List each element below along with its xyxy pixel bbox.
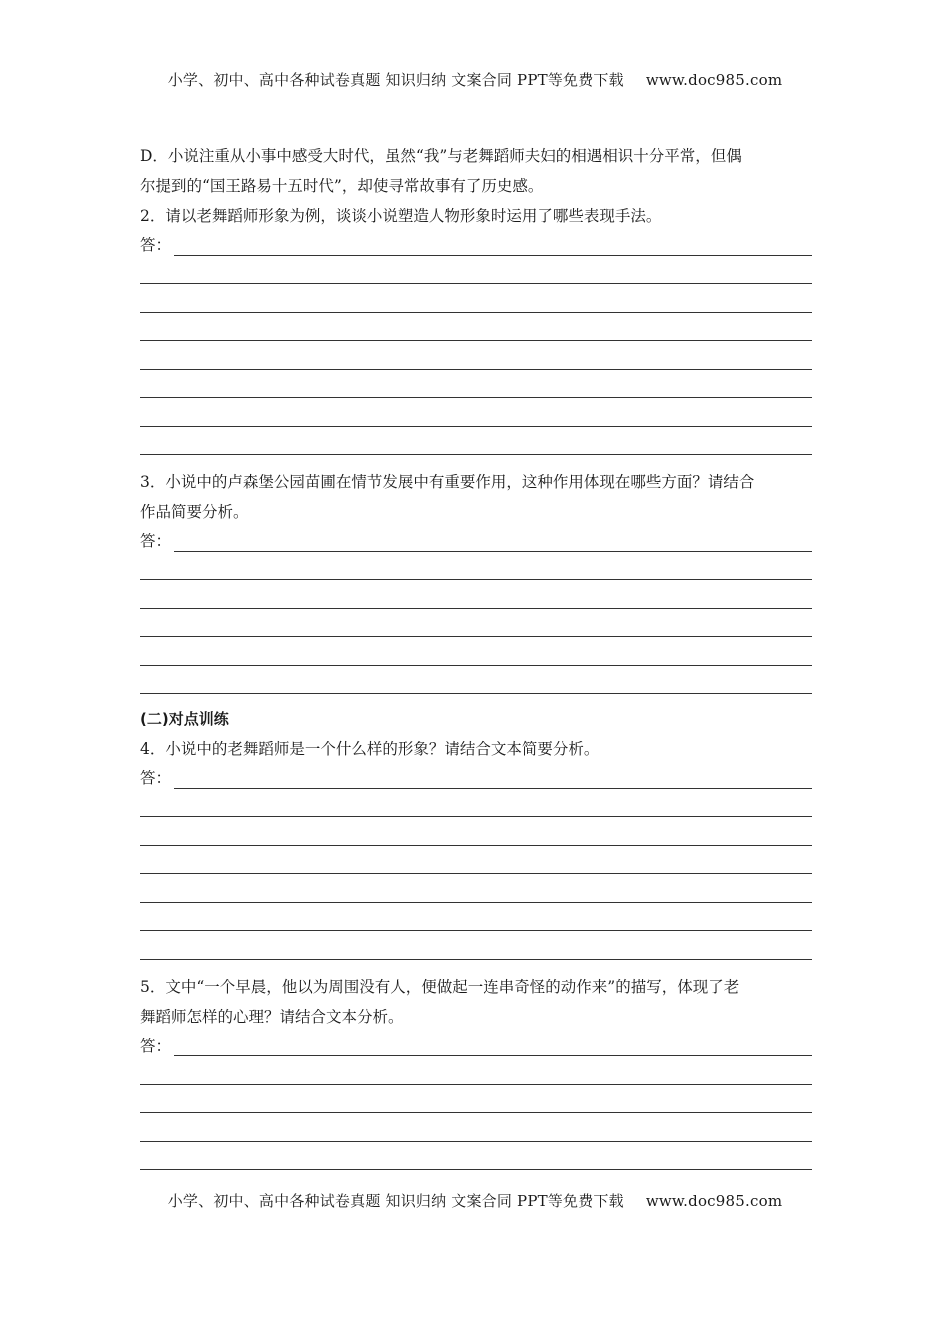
answer-line[interactable] — [140, 930, 812, 931]
option-d-line-1: D．小说注重从小事中感受大时代，虽然“我”与老舞蹈师夫妇的相遇相识十分平常，但偶 — [140, 147, 742, 165]
answer-line[interactable] — [174, 1055, 812, 1056]
answer-line[interactable] — [140, 454, 812, 455]
answer-line[interactable] — [140, 1084, 812, 1085]
answer-area-q3 — [140, 527, 812, 698]
page-header — [0, 69, 950, 90]
section-title: (二)对点训练 — [140, 710, 229, 728]
answer-line[interactable] — [140, 959, 812, 960]
answer-line[interactable] — [140, 608, 812, 609]
answer-line[interactable] — [140, 902, 812, 903]
answer-line[interactable] — [140, 397, 812, 398]
answer-label: 答： — [140, 1036, 172, 1055]
header-text: 小学、初中、高中各种试卷真题 知识归纳 文案合同 PPT等免费下载 — [167, 71, 624, 89]
answer-line[interactable] — [140, 665, 812, 666]
answer-area-q2 — [140, 231, 812, 459]
answer-line[interactable] — [140, 873, 812, 874]
answer-line[interactable] — [140, 1169, 812, 1170]
answer-line[interactable] — [174, 788, 812, 789]
answer-line[interactable] — [174, 255, 812, 256]
question-5-line-1: 5．文中“一个早晨，他以为周围没有人，便做起一连串奇怪的动作来”的描写，体现了老 — [140, 977, 740, 996]
worksheet-content — [140, 141, 812, 1174]
question-2: 2．请以老舞蹈师形象为例，谈谈小说塑造人物形象时运用了哪些表现手法。 — [140, 207, 662, 225]
answer-label: 答： — [140, 236, 172, 254]
answer-line[interactable] — [140, 283, 812, 284]
answer-area-q4 — [140, 764, 812, 964]
answer-line[interactable] — [140, 845, 812, 846]
answer-line[interactable] — [140, 816, 812, 817]
answer-line[interactable] — [140, 1141, 812, 1142]
answer-line[interactable] — [140, 340, 812, 341]
answer-line[interactable] — [140, 579, 812, 580]
answer-line[interactable] — [140, 693, 812, 694]
header-url: www.doc985.com — [645, 71, 783, 89]
question-3-line-1: 3．小说中的卢森堡公园苗圃在情节发展中有重要作用，这种作用体现在哪些方面？请结合 — [140, 473, 755, 491]
page-footer — [0, 1190, 950, 1211]
answer-label: 答： — [140, 769, 172, 787]
question-3-line-2: 作品简要分析。 — [140, 503, 249, 521]
option-d-line-2: 尔提到的“国王路易十五时代”，却使寻常故事有了历史感。 — [140, 177, 544, 195]
answer-line[interactable] — [140, 312, 812, 313]
answer-line[interactable] — [140, 369, 812, 370]
answer-line[interactable] — [174, 551, 812, 552]
answer-line[interactable] — [140, 426, 812, 427]
answer-line[interactable] — [140, 1112, 812, 1113]
answer-area-q5 — [140, 1032, 812, 1175]
question-5-line-2: 舞蹈师怎样的心理？请结合文本分析。 — [140, 1007, 404, 1026]
footer-text: 小学、初中、高中各种试卷真题 知识归纳 文案合同 PPT等免费下载 — [167, 1192, 624, 1210]
answer-label: 答： — [140, 532, 172, 550]
footer-url: www.doc985.com — [645, 1192, 783, 1210]
question-4: 4．小说中的老舞蹈师是一个什么样的形象？请结合文本简要分析。 — [140, 740, 600, 758]
answer-line[interactable] — [140, 636, 812, 637]
